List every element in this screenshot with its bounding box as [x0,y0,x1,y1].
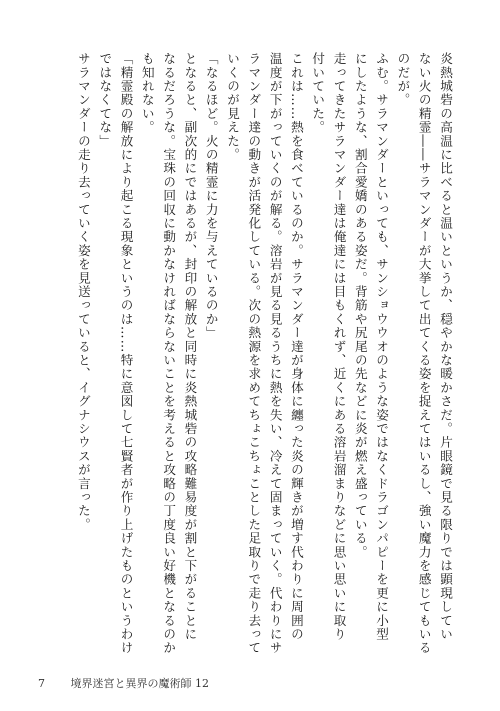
text-line: にしたような、割合愛嬌のある姿だ。背筋や尻尾の先などに炎が燃え盛っている。 [352,52,368,559]
text-line: これは……熱を食べているのか。サラマンダー達が身体に纏った炎の輝きが増す代わりに周囲の [288,52,304,642]
text-line: いくのが見えた。 [225,52,241,162]
book-title: 境界迷宮と異界の魔術師 12 [70,677,209,690]
text-line: 温度が下がっていくのが解る。溶岩が見る見るうちに熱を失い、冷えて固まっていく。代わりにサ [267,52,283,655]
vertical-text-body [36,52,456,655]
text-line: 「精霊殿の解放により起こる現象というのは……特に意図して七賢者が作り上げたものというわけ [118,52,134,655]
page-footer [38,675,209,691]
text-line: 付いていた。 [310,52,326,135]
text-line: 走ってきたサラマンダー達は俺達には目もくれず、近くにある溶岩溜まりなどに思い思いに取り [331,52,347,642]
text-line: ラマンダー達の動きが活発化している。次の熱源を求めてちょこちょことした足取りで走り去って [246,52,262,655]
text-line: 「なるほど。火の精霊に力を与えているのか」 [203,52,219,340]
text-line: となると、副次的にではあるが、封印の解放と同時に炎熱城砦の攻略難易度が割と下がることに [182,52,198,642]
text-line: ふむ。サラマンダーといっても、サンショウウオのような姿ではなくドラゴンパピーを更に小型 [374,52,390,642]
page-number: 7 [38,677,45,690]
text-line: 炎熱城砦の高温に比べると温いというか、穏やかな暖かさだ。片眼鏡で見る限りでは顕現してい [438,52,453,642]
text-line: ない火の精霊――サラマンダーが大挙して出てくる姿を捉えてはいるし、強い魔力を感じてもいる [416,52,432,655]
text-line: サラマンダーの走り去っていく姿を見送っていると、イグナシウスが言った。 [75,52,91,532]
text-line: ではなくてな」 [97,52,113,148]
text-line: なるだろうな。宝珠の回収に動かなければならないことを考えると攻略の丁度良い好機となるのか [161,52,177,655]
text-line: のだが。 [395,52,411,107]
text-line: も知れない。 [139,52,155,135]
